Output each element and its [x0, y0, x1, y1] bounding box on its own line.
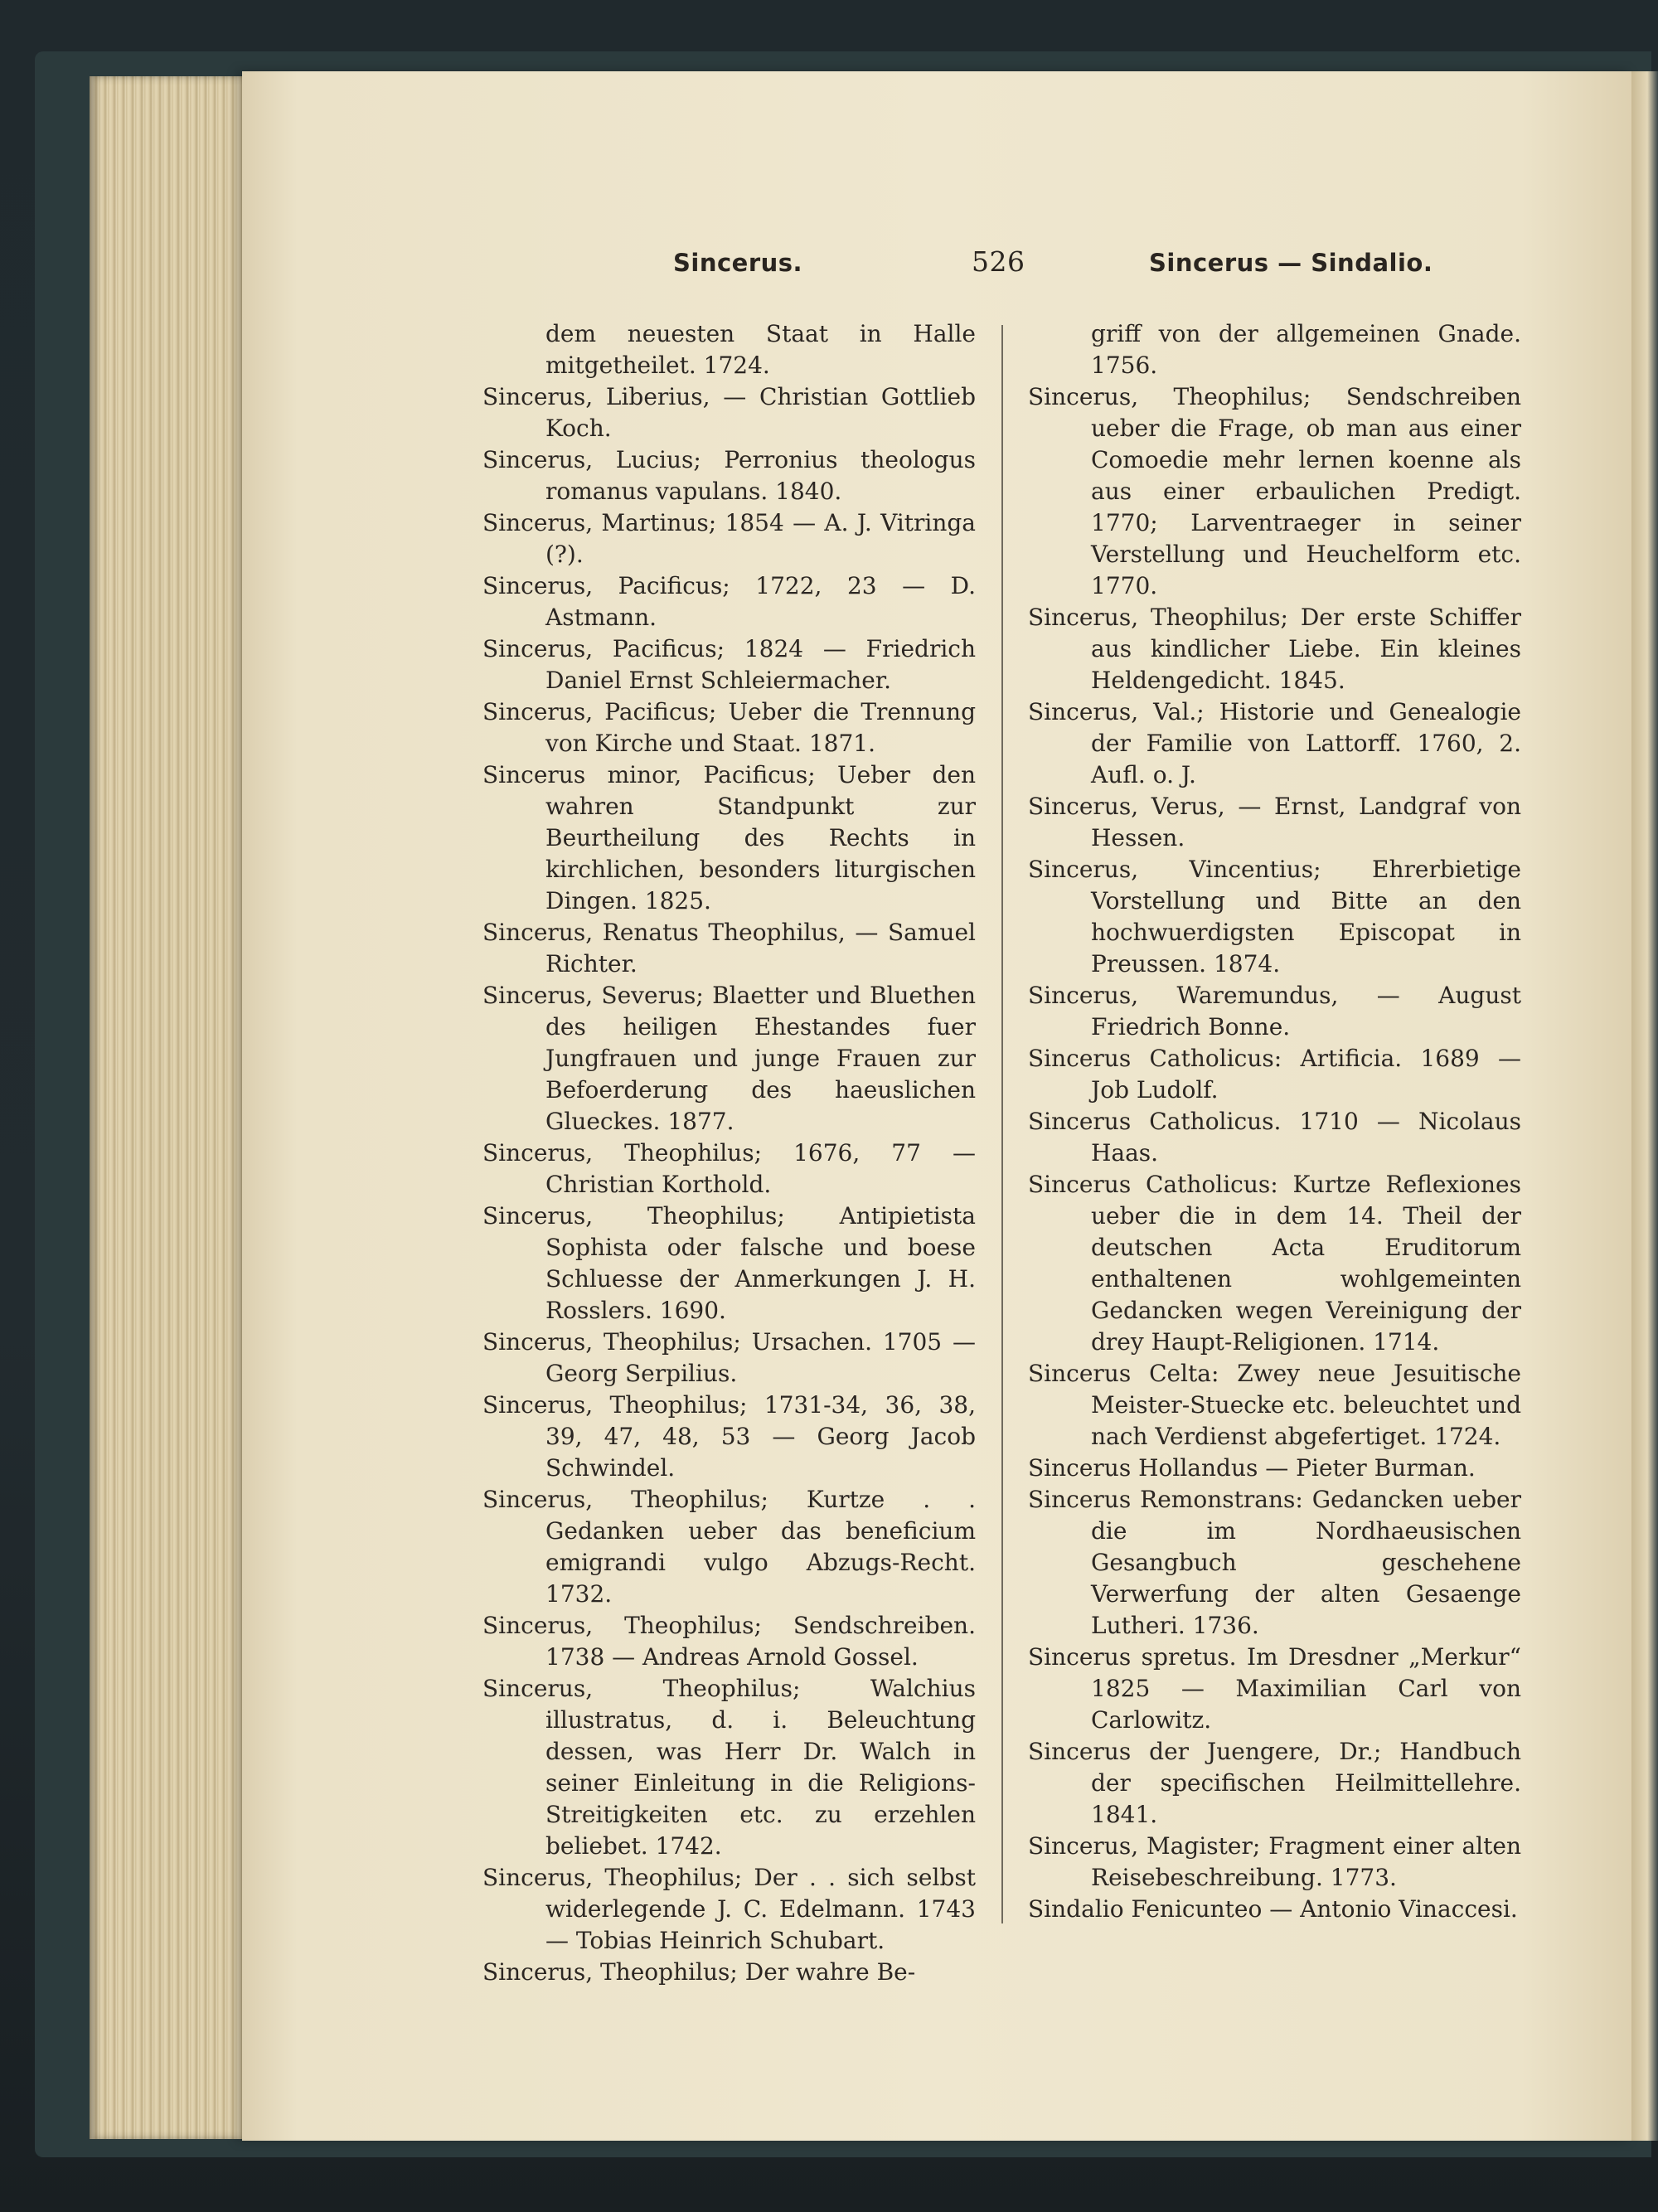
column-divider: [1001, 325, 1003, 1923]
list-item: Sincerus Catholicus: Artificia. 1689 — Job Ludolf.: [1028, 1045, 1521, 1104]
list-item: Sincerus minor, Pacificus; Ueber den wahren Standpunkt zur Beurtheilung des Rechts in kirchlichen, besonders liturgischen Dingen. 1825.: [482, 761, 976, 914]
list-item: Sincerus, Vincentius; Ehrerbietige Vorstellung und Bitte an den hochwuerdigsten Episcopat in Preussen. 1874.: [1028, 856, 1521, 977]
list-item: Sincerus, Theophilus; Der wahre Be-: [482, 1958, 916, 1986]
list-item: Sincerus, Theophilus; Antipietista Sophista oder falsche und boese Schluesse der Anmerkungen J. H. Rosslers. 1690.: [482, 1202, 976, 1324]
list-item: Sincerus, Pacificus; 1722, 23 — D. Astmann.: [482, 572, 976, 631]
list-item: Sincerus, Magister; Fragment einer alten Reisebeschreibung. 1773.: [1028, 1832, 1521, 1891]
list-item: Sincerus Celta: Zwey neue Jesuitische Meister-Stuecke etc. beleuchtet und nach Verdienst abgefertiget. 1724.: [1028, 1360, 1521, 1450]
page-edges: [90, 76, 255, 2139]
list-item: Sincerus, Renatus Theophilus, — Samuel Richter.: [482, 919, 976, 977]
list-item: Sincerus Remonstrans: Gedancken ueber die im Nordhaeusischen Gesangbuch geschehene Verwerfung der alten Gesaenge Lutheri. 1736.: [1028, 1486, 1521, 1639]
list-item: Sincerus, Theophilus; Sendschreiben ueber die Frage, ob man aus einer Comoedie mehr lernen koenne als aus einer erbaulichen Predigt. 1770; Larventraeger in seiner Verstellung und Heuchelform etc. 1770.: [1028, 383, 1521, 599]
list-item: Sincerus Catholicus: Kurtze Reflexiones ueber die in dem 14. Theil der deutschen Acta Eruditorum enthaltenen wohlgemeinten Gedancken wegen Vereinigung der drey Haupt-Religionen. 1714.: [1028, 1171, 1521, 1356]
list-item: Sincerus, Pacificus; Ueber die Trennung von Kirche und Staat. 1871.: [482, 698, 976, 757]
right-column: [1028, 318, 1521, 1925]
list-item: Sincerus, Theophilus; Sendschreiben. 1738 — Andreas Arnold Gossel.: [482, 1612, 976, 1671]
list-item: Sincerus, Theophilus; Ursachen. 1705 — Georg Serpilius.: [482, 1328, 976, 1387]
list-item: Sincerus, Severus; Blaetter und Bluethen des heiligen Ehestandes fuer Jungfrauen und junge Frauen zur Befoerderung des haeuslichen Glueckes. 1877.: [482, 982, 976, 1135]
list-item: Sincerus, Theophilus; Kurtze . . Gedanken ueber das beneficium emigrandi vulgo Abzugs-Recht. 1732.: [482, 1486, 976, 1608]
list-item: Sincerus, Liberius, — Christian Gottlieb Koch.: [482, 383, 976, 442]
list-item: Sincerus Hollandus — Pieter Burman.: [1028, 1454, 1476, 1482]
list-item: Sincerus Catholicus. 1710 — Nicolaus Haas.: [1028, 1108, 1521, 1167]
list-item: Sincerus, Martinus; 1854 — A. J. Vitringa (?).: [482, 509, 976, 568]
list-item: Sincerus, Theophilus; Der erste Schiffer aus kindlicher Liebe. Ein kleines Heldengedicht. 1845.: [1028, 604, 1521, 694]
running-head-left: Sincerus.: [673, 249, 803, 277]
list-item: Sincerus, Pacificus; 1824 — Friedrich Daniel Ernst Schleiermacher.: [482, 635, 976, 694]
list-item: Sincerus, Theophilus; 1676, 77 — Christian Korthold.: [482, 1139, 976, 1198]
list-item: dem neuesten Staat in Halle mitgetheilet. 1724.: [545, 320, 976, 379]
running-head-right: Sincerus — Sindalio.: [1149, 249, 1433, 277]
list-item: Sincerus, Val.; Historie und Genealogie der Familie von Lattorff. 1760, 2. Aufl. o. J.: [1028, 698, 1521, 788]
list-item: Sincerus spretus. Im Dresdner „Merkur“ 1825 — Maximilian Carl von Carlowitz.: [1028, 1643, 1521, 1734]
list-item: griff von der allgemeinen Gnade. 1756.: [1091, 320, 1521, 379]
list-item: Sincerus, Theophilus; Walchius illustratus, d. i. Beleuchtung dessen, was Herr Dr. Walch in seiner Einleitung in die Religions-Streitigkeiten etc. zu erzehlen beliebet. 1742.: [482, 1675, 976, 1860]
list-item: Sincerus, Theophilus; 1731-34, 36, 38, 39, 47, 48, 53 — Georg Jacob Schwindel.: [482, 1391, 976, 1482]
page-right-edge: [1631, 71, 1658, 2141]
list-item: Sincerus, Waremundus, — August Friedrich Bonne.: [1028, 982, 1521, 1041]
list-item: Sincerus der Juengere, Dr.; Handbuch der specifischen Heilmittellehre. 1841.: [1028, 1738, 1521, 1828]
page-number: 526: [972, 245, 1025, 278]
list-item: Sincerus, Theophilus; Der . . sich selbst widerlegende J. C. Edelmann. 1743 — Tobias Heinrich Schubart.: [482, 1864, 976, 1954]
list-item: Sindalio Fenicunteo — Antonio Vinaccesi.: [1028, 1895, 1518, 1923]
left-column: [482, 318, 976, 1988]
list-item: Sincerus, Lucius; Perronius theologus romanus vapulans. 1840.: [482, 446, 976, 505]
list-item: Sincerus, Verus, — Ernst, Landgraf von Hessen.: [1028, 793, 1521, 851]
